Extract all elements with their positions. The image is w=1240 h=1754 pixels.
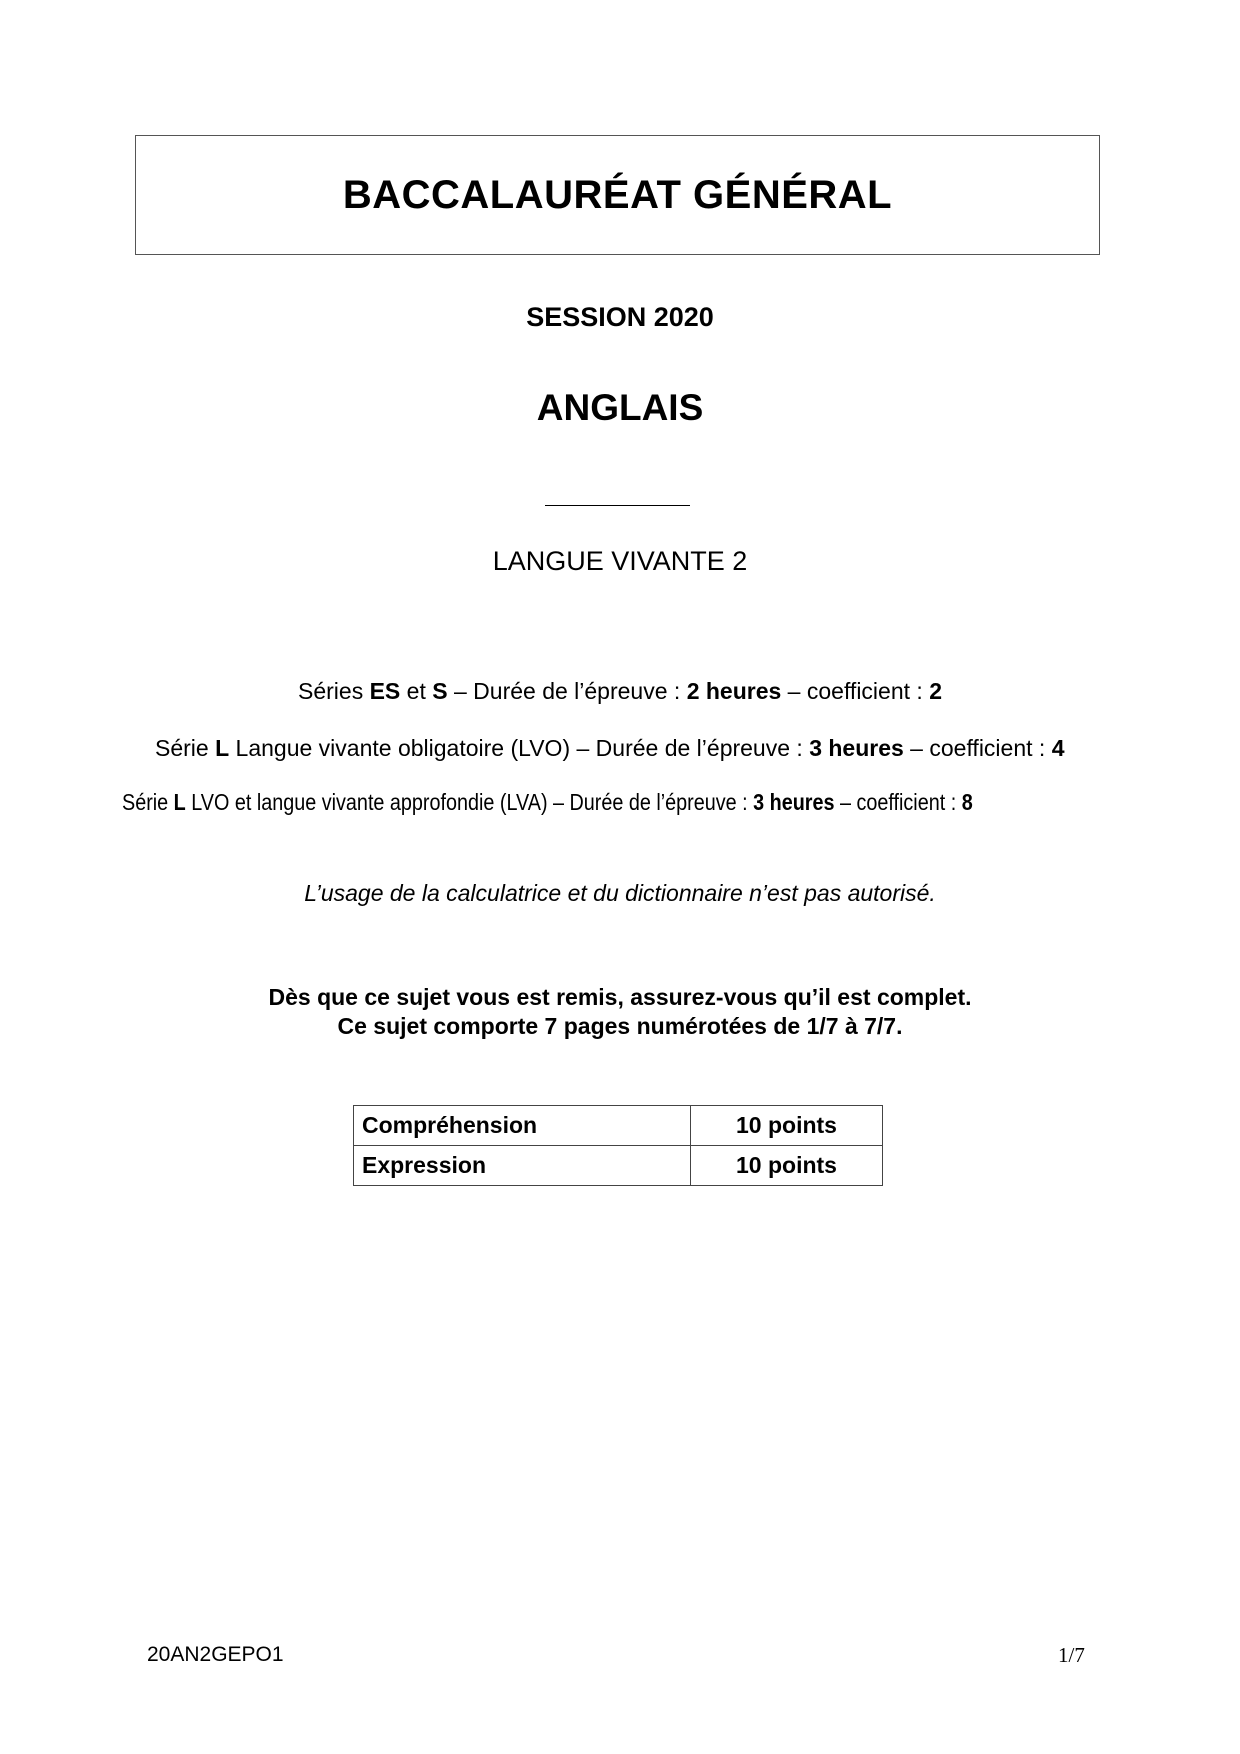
table-cell-points: 10 points — [691, 1106, 883, 1146]
table-cell-label: Expression — [354, 1146, 691, 1186]
completeness-warning — [0, 983, 1240, 1041]
exam-title: BACCALAURÉAT GÉNÉRAL — [342, 172, 893, 217]
series-line-es-s: Séries ES et S – Durée de l’épreuve : 2 heures – coefficient : 2 — [298, 678, 942, 704]
session-label: SESSION 2020 — [526, 302, 714, 332]
footer-subject-code: 20AN2GEPO1 — [147, 1643, 284, 1666]
usage-note: L’usage de la calculatrice et du dictionnaire n’est pas autorisé. — [304, 880, 936, 906]
series-line-l-lva: Série L LVO et langue vivante approfondie (LVA) – Durée de l’épreuve : 3 heures – coefficient : 8 — [122, 789, 973, 815]
footer-page-number: 1/7 — [1058, 1643, 1085, 1667]
table-row — [354, 1106, 883, 1146]
table-cell-label: Compréhension — [354, 1106, 691, 1146]
series-line-l-lvo: Série L Langue vivante obligatoire (LVO) – Durée de l’épreuve : 3 heures – coefficient : 4 — [155, 735, 1065, 761]
points-table — [353, 1105, 883, 1186]
subject-label: ANGLAIS — [536, 387, 704, 428]
table-row — [354, 1146, 883, 1186]
separator-rule — [545, 505, 690, 506]
warning-line-2: Ce sujet comporte 7 pages numérotées de 1/7 à 7/7. — [337, 1013, 903, 1039]
warning-line-1: Dès que ce sujet vous est remis, assurez-vous qu’il est complet. — [268, 984, 972, 1010]
title-box — [135, 135, 1100, 255]
table-cell-points: 10 points — [691, 1146, 883, 1186]
langue-label: LANGUE VIVANTE 2 — [492, 546, 748, 576]
